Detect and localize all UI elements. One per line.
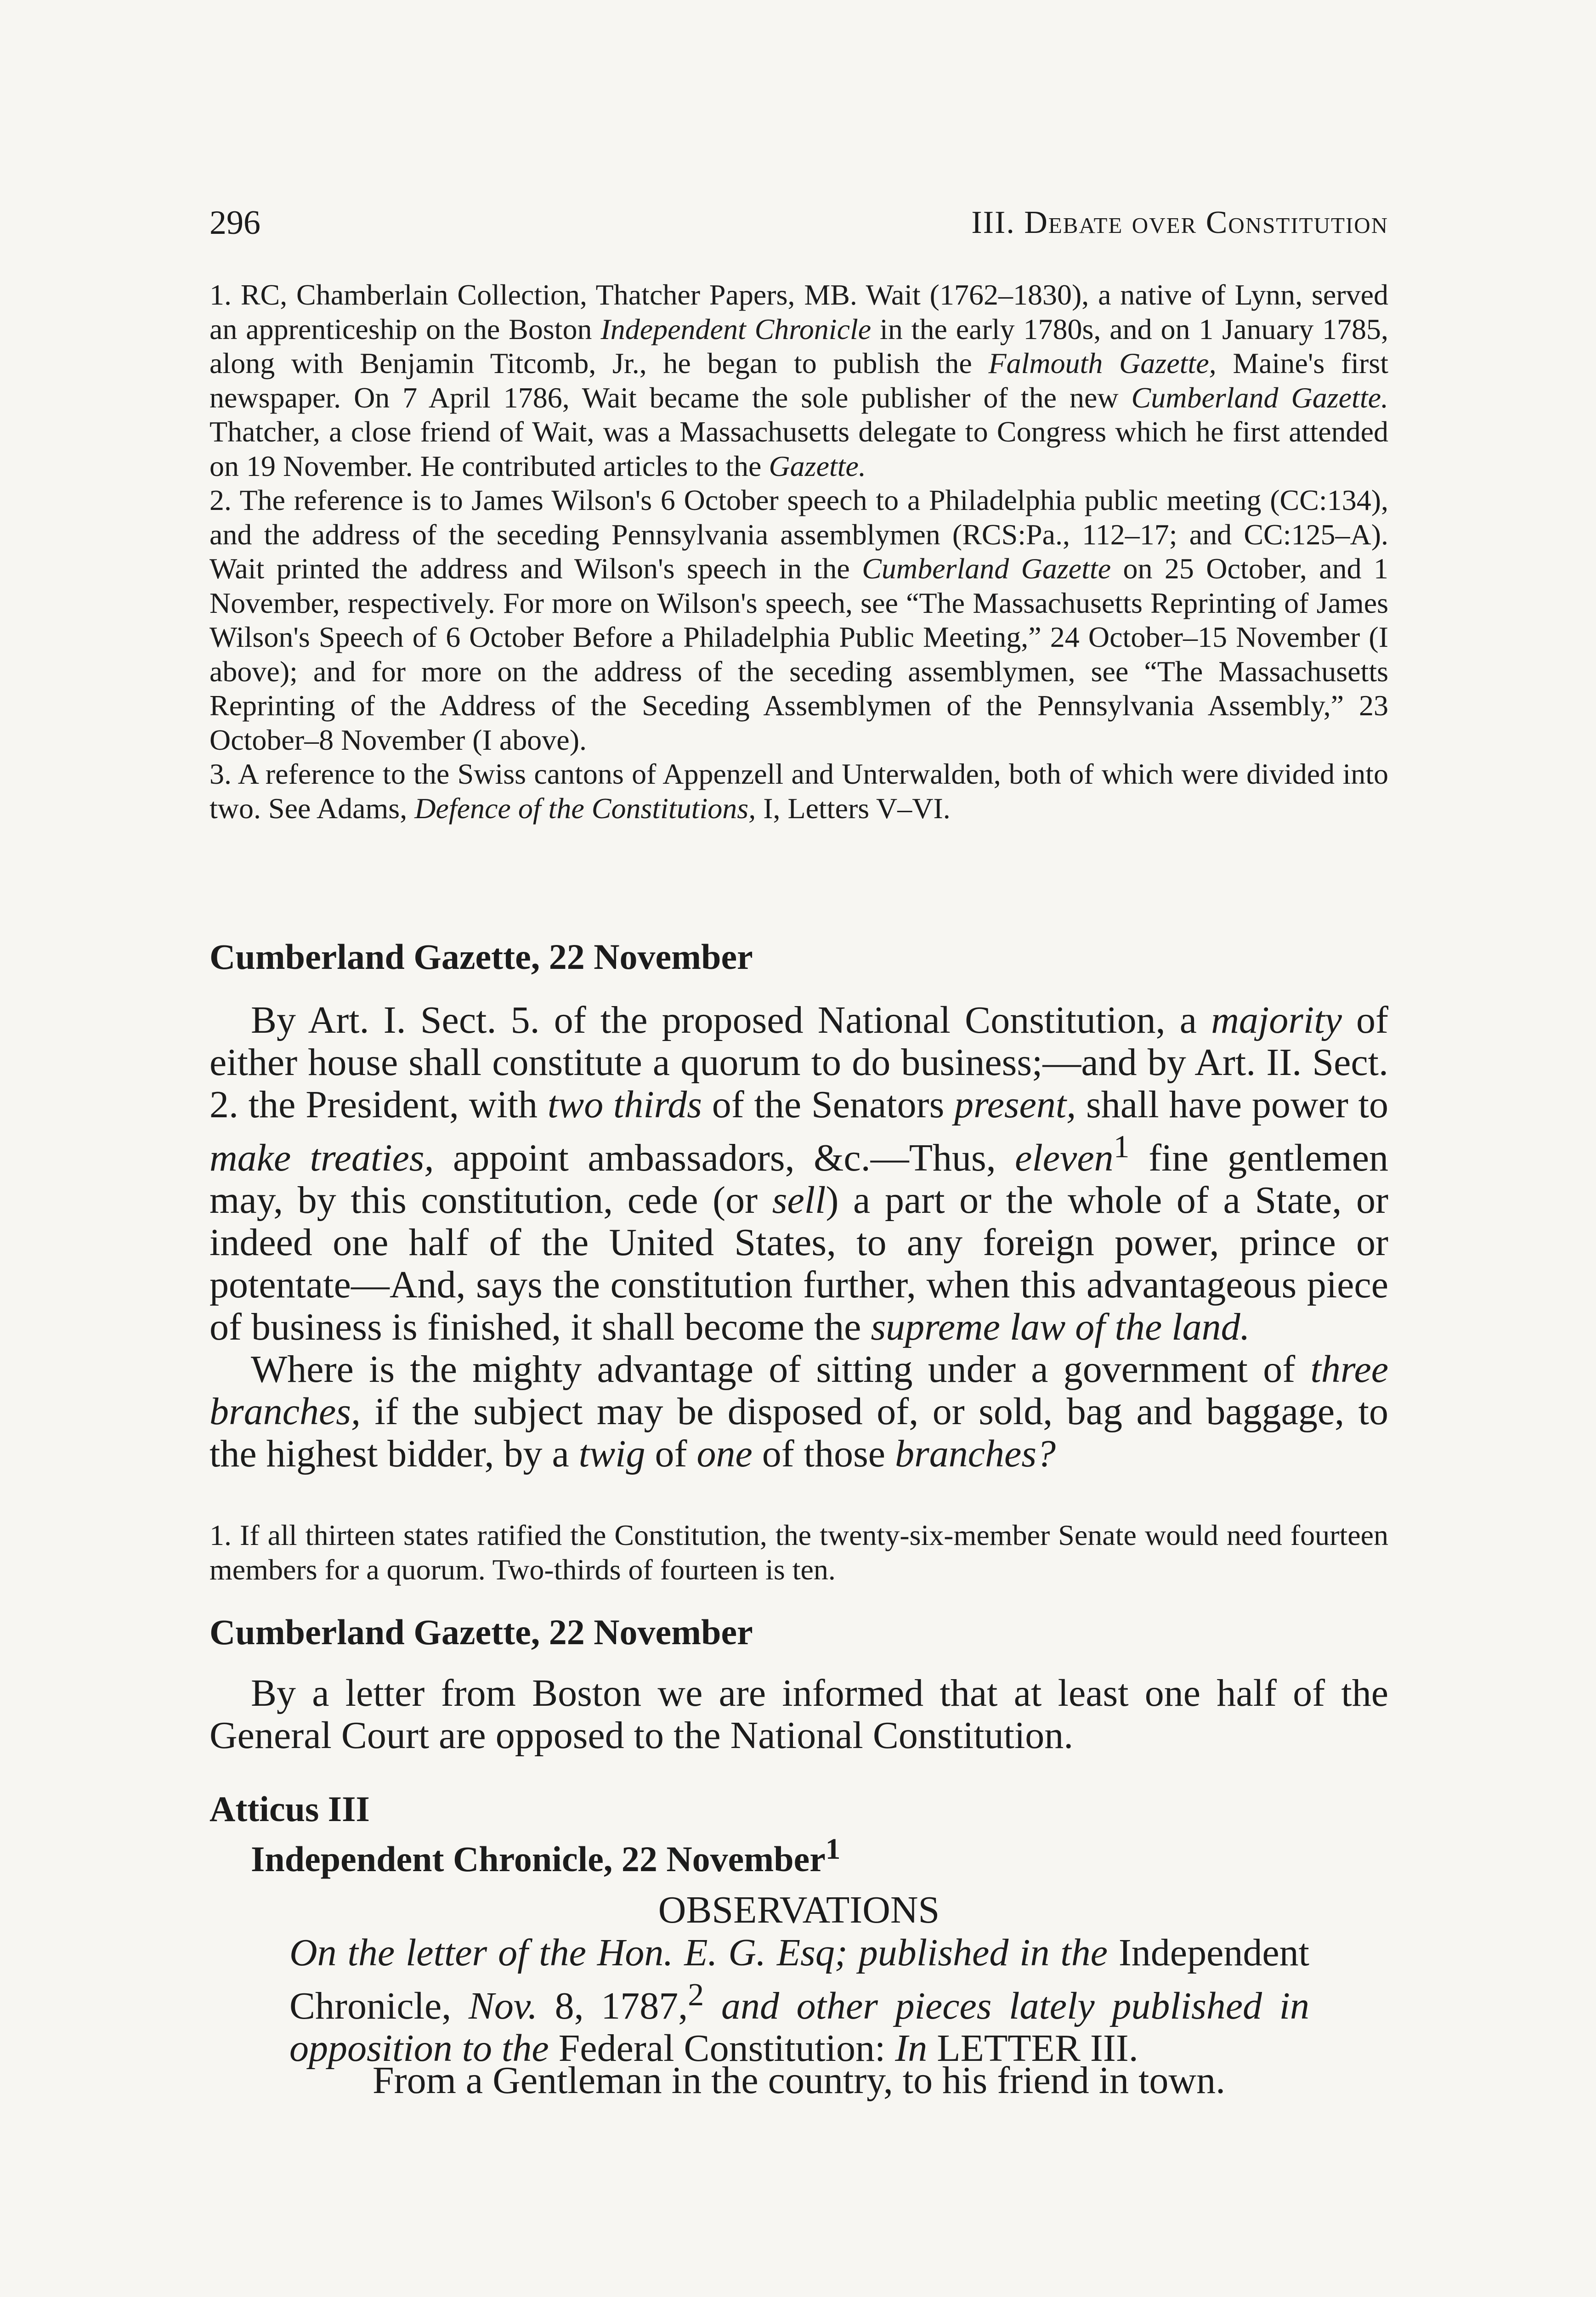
article-general-court: [209, 1672, 1388, 1757]
letter-from-line: From a Gentleman in the country, to his friend in town.: [372, 2059, 1226, 2102]
observations-subtitle: On the letter of the Hon. E. G. Esq; published in the Independent Chronicle, Nov. 8, 1787,$^2$ and other pieces lately published in opposition to the Federal Constitution: In LETTER III.: [289, 1931, 1309, 2070]
footnote-quorum: 1. If all thirteen states ratified the Constitution, the twenty-six-member Senate would need fourteen members for a quorum. Two-thirds of fourteen is ten.: [209, 1519, 1388, 1586]
footnote-1: 1. RC, Chamberlain Collection, Thatcher Papers, MB. Wait (1762–1830), a native of Lynn, served an apprenticeship on the Boston Independent Chronicle in the early 1780s, and on 1 January 1785, along with Benjamin Titcomb, Jr., he began to publish the Falmouth Gazette, Maine's first newspaper. On 7 April 1786, Wait became the sole publisher of the new Cumberland Gazette. Thatcher, a close friend of Wait, was a Massachusetts delegate to Congress which he first attended on 19 November. He contributed articles to the Gazette.: [209, 278, 1389, 482]
section-heading-cumberland-gazette-1: Cumberland Gazette, 22 November: [209, 937, 753, 977]
footnote-ref: 2: [688, 1977, 704, 2013]
article-quorum-treaties: [209, 999, 1388, 1475]
section-heading-source: Independent Chronicle, 22 November$^1$: [251, 1833, 841, 1879]
footnote-ref: 1: [1113, 1129, 1130, 1165]
article-paragraph: By a letter from Boston we are informed that at least one half of the General Court are opposed to the National Constitution.: [209, 1672, 1388, 1757]
article-paragraph-1: By Art. I. Sect. 5. of the proposed National Constitution, a majority of either house shall constitute a quorum to do business;—and by Art. II. Sect. 2. the President, with two thirds of the Senators present, shall have power to make treaties, appoint ambassadors, &c.—Thus, eleven$^1$ fine gentlemen may, by this constitution, cede (or sell) a part or the whole of a State, or indeed one half of the United States, to any foreign power, prince or potentate—And, says the constitution further, when this advantageous piece of business is finished, it shall become the supreme law of the land.: [209, 999, 1389, 1348]
section-heading-author: Atticus III: [209, 1789, 370, 1829]
footnote-2: 2. The reference is to James Wilson's 6 October speech to a Philadelphia public meeting (CC:134), and the address of the seceding Pennsylvania assemblymen (RCS:Pa., 112–17; and CC:125–A). Wait printed the address and Wilson's speech in the Cumberland Gazette on 25 October, and 1 November, respectively. For more on Wilson's speech, see “The Massachusetts Reprinting of James Wilson's Speech of 6 October Before a Philadelphia Public Meeting,” 24 October–15 November (I above); and for more on the address of the seceding assemblymen, see “The Massachusetts Reprinting of the Address of the Seceding Assemblymen of the Pennsylvania Assembly,” 23 October–8 November (I above).: [209, 484, 1389, 756]
footnotes-previous-document: [209, 278, 1388, 826]
page-number: 296: [209, 204, 260, 242]
footnote-ref: 1: [825, 1833, 841, 1866]
footnote-3: 3. A reference to the Swiss cantons of Appenzell and Unterwalden, both of which were divided into two. See Adams, Defence of the Constitutions, I, Letters V–VI.: [209, 758, 1388, 825]
running-title: III. Debate over Constitution: [971, 205, 1388, 240]
article-paragraph-2: Where is the mighty advantage of sitting under a government of three branches, if the subject may be disposed of, or sold, bag and baggage, to the highest bidder, by a twig of one of those branches?: [209, 1348, 1389, 1475]
running-head: [209, 204, 1388, 241]
section-heading-cumberland-gazette-2: Cumberland Gazette, 22 November: [209, 1612, 753, 1652]
observations-title: OBSERVATIONS: [658, 1889, 940, 1931]
